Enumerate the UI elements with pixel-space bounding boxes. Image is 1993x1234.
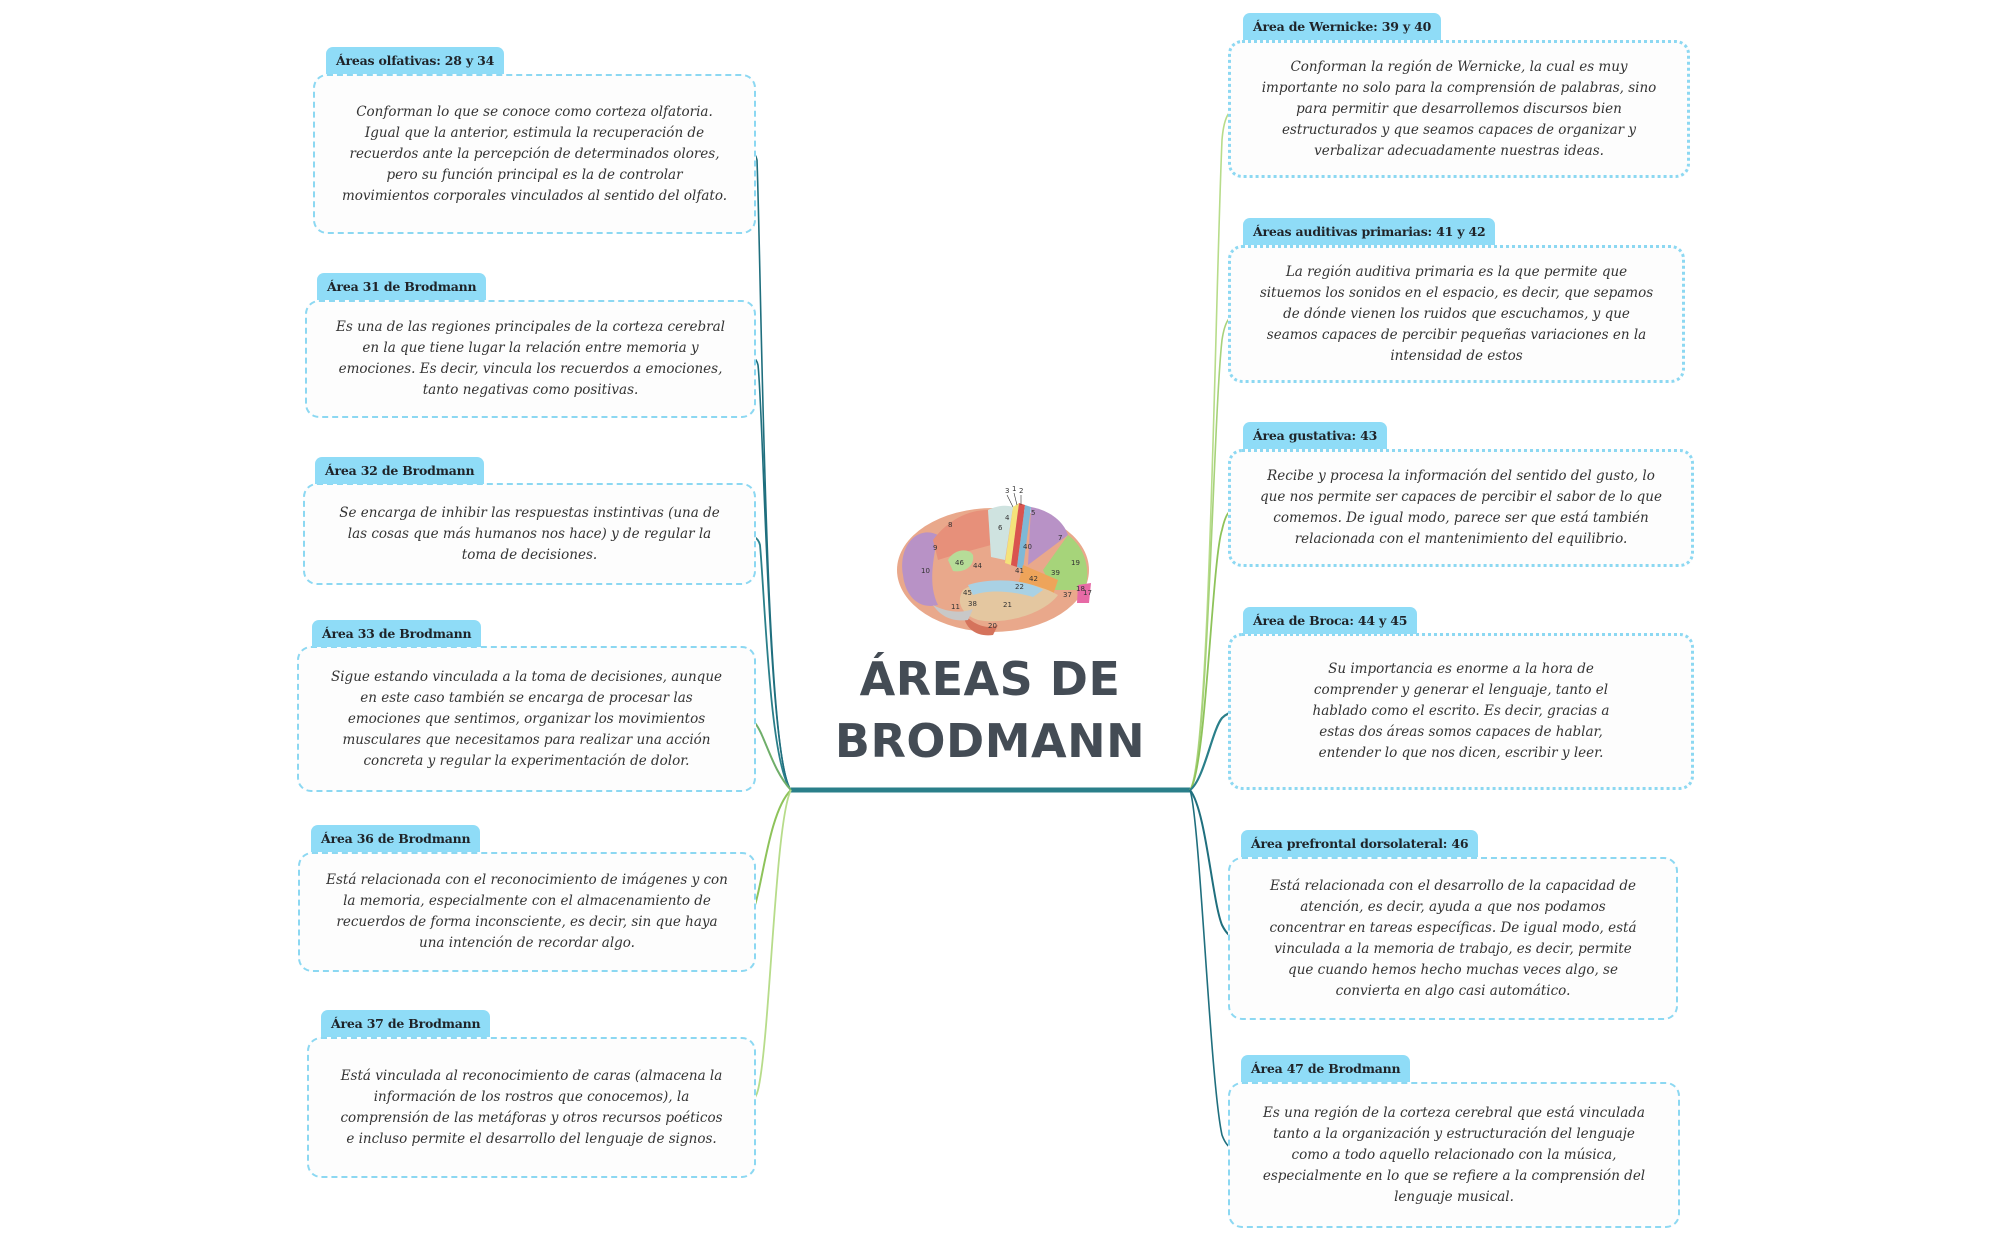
svg-text:9: 9 (933, 544, 938, 552)
topic-description: Se encarga de inhibir las respuestas instintivas (una de las cosas que más humanos nos hace) y de regular la toma de decisiones. (339, 504, 720, 563)
svg-text:20: 20 (988, 622, 997, 630)
topic-label[interactable]: Área 32 de Brodmann (315, 457, 484, 484)
svg-text:18: 18 (1076, 585, 1085, 593)
topic-description-box[interactable] (1228, 40, 1690, 178)
topic-description-box[interactable] (313, 74, 756, 234)
central-topic[interactable] (820, 480, 1160, 780)
topic-description-box[interactable] (307, 1037, 756, 1178)
topic-description: Su importancia es enorme a la hora de comprender y generar el lenguaje, tanto el hablado como el escrito. Es decir, gracias a estas dos áreas somos capaces de hablar, entender lo que nos dicen, escribir y leer. (1312, 661, 1610, 761)
topic-label[interactable]: Área 36 de Brodmann (311, 825, 480, 852)
brain-icon (893, 485, 1093, 640)
svg-text:38: 38 (968, 600, 977, 608)
topic-label[interactable]: Área 31 de Brodmann (317, 273, 486, 300)
topic-description: Conforman la región de Wernicke, la cual es muy importante no solo para la comprensión de palabras, sino para permitir que desarrollemos discursos bien estructurados y que seamos capaces de organizar y verbalizar adecuadamente nuestras ideas. (1261, 58, 1657, 159)
topic-label[interactable]: Área 33 de Brodmann (312, 620, 481, 647)
svg-text:37: 37 (1063, 591, 1072, 599)
svg-text:40: 40 (1023, 543, 1032, 551)
svg-text:22: 22 (1015, 583, 1024, 591)
svg-text:6: 6 (998, 524, 1003, 532)
topic-description-box[interactable] (1228, 633, 1694, 790)
topic-description-box[interactable] (1228, 857, 1678, 1020)
topic-description: Está relacionada con el reconocimiento de imágenes y con la memoria, especialmente con el almacenamiento de recuerdos de forma inconsciente, es decir, sin que haya una intención de recordar algo. (326, 872, 728, 951)
topic-description: Sigue estando vinculada a la toma de decisiones, aunque en este caso también se encarga de procesar las emociones que sentimos, organizar los movimientos musculares que necesitamos para realizar una acción concreta y regular la experimentación de dolor. (330, 668, 723, 769)
topic-description: La región auditiva primaria es la que permite que situemos los sonidos en el espacio, es decir, que sepamos de dónde vienen los ruidos que escuchamos, y que seamos capaces de percibir pequeñas variaciones en la intensidad de estos (1259, 263, 1654, 364)
topic-label[interactable]: Área prefrontal dorsolateral: 46 (1241, 830, 1478, 857)
topic-label[interactable]: Área de Broca: 44 y 45 (1243, 607, 1417, 634)
topic-description-box[interactable] (305, 300, 756, 418)
svg-text:4: 4 (1005, 514, 1010, 522)
title-line-1: ÁREAS DE (859, 652, 1121, 706)
topic-description: Es una de las regiones principales de la corteza cerebral en la que tiene lugar la relación entre memoria y emociones. Es decir, vincula los recuerdos a emociones, tanto negativas como positivas. (336, 319, 725, 398)
svg-text:19: 19 (1071, 559, 1080, 567)
svg-text:41: 41 (1015, 567, 1024, 575)
svg-text:11: 11 (951, 603, 960, 611)
svg-text:21: 21 (1003, 601, 1012, 609)
topic-description: Es una región de la corteza cerebral que está vinculada tanto a la organización y estructuración del lenguaje como a todo aquello relacionado con la música, especialmente en lo que se refiere a la comprensión del lenguaje musical. (1262, 1104, 1646, 1205)
svg-text:46: 46 (955, 559, 964, 567)
svg-text:8: 8 (948, 521, 953, 529)
topic-label[interactable]: Área gustativa: 43 (1243, 422, 1387, 449)
topic-description-box[interactable] (298, 852, 756, 972)
topic-description: Está vinculada al reconocimiento de caras (almacena la información de los rostros que conocemos), la comprensión de las metáforas y otros recursos poéticos e incluso permite el desarrollo del lenguaje de signos. (340, 1067, 723, 1147)
topic-label[interactable]: Áreas auditivas primarias: 41 y 42 (1243, 218, 1495, 245)
topic-description-box[interactable] (1228, 245, 1685, 383)
topic-description: Conforman lo que se conoce como corteza olfatoria. Igual que la anterior, estimula la recuperación de recuerdos ante la percepción de determinados olores, pero su función principal es la de controlar movimientos corporales vinculados al sentido del olfato. (341, 103, 728, 204)
svg-text:1: 1 (1012, 485, 1017, 493)
topic-label[interactable]: Área 37 de Brodmann (321, 1010, 490, 1037)
svg-text:10: 10 (921, 567, 930, 575)
svg-text:42: 42 (1029, 575, 1038, 583)
topic-label[interactable]: Áreas olfativas: 28 y 34 (326, 47, 504, 74)
topic-description-box[interactable] (297, 646, 756, 792)
topic-description-box[interactable] (303, 483, 756, 585)
topic-description-box[interactable] (1228, 1082, 1680, 1228)
svg-text:44: 44 (973, 562, 982, 570)
title-line-2: BRODMANN (834, 714, 1146, 768)
central-title (820, 648, 1160, 772)
svg-text:7: 7 (1058, 534, 1063, 542)
topic-description: Está relacionada con el desarrollo de la capacidad de atención, es decir, ayuda a que nos podamos concentrar en tareas específicas. De igual modo, está vinculada a la memoria de trabajo, es decir, permite que cuando hemos hecho muchas veces algo, se convierta en algo casi automático. (1269, 877, 1637, 999)
topic-label[interactable]: Área 47 de Brodmann (1241, 1055, 1410, 1082)
svg-text:3: 3 (1005, 487, 1010, 495)
svg-text:45: 45 (963, 589, 972, 597)
topic-label[interactable]: Área de Wernicke: 39 y 40 (1243, 13, 1441, 40)
svg-text:2: 2 (1019, 487, 1024, 495)
svg-text:5: 5 (1031, 509, 1036, 517)
svg-text:39: 39 (1051, 569, 1060, 577)
topic-description-box[interactable] (1228, 449, 1694, 567)
svg-text:17: 17 (1083, 589, 1092, 597)
topic-description: Recibe y procesa la información del sentido del gusto, lo que nos permite ser capaces de percibir el sabor de lo que comemos. De igual modo, parece ser que está también relacionada con el mantenimiento del equilibrio. (1260, 468, 1662, 547)
